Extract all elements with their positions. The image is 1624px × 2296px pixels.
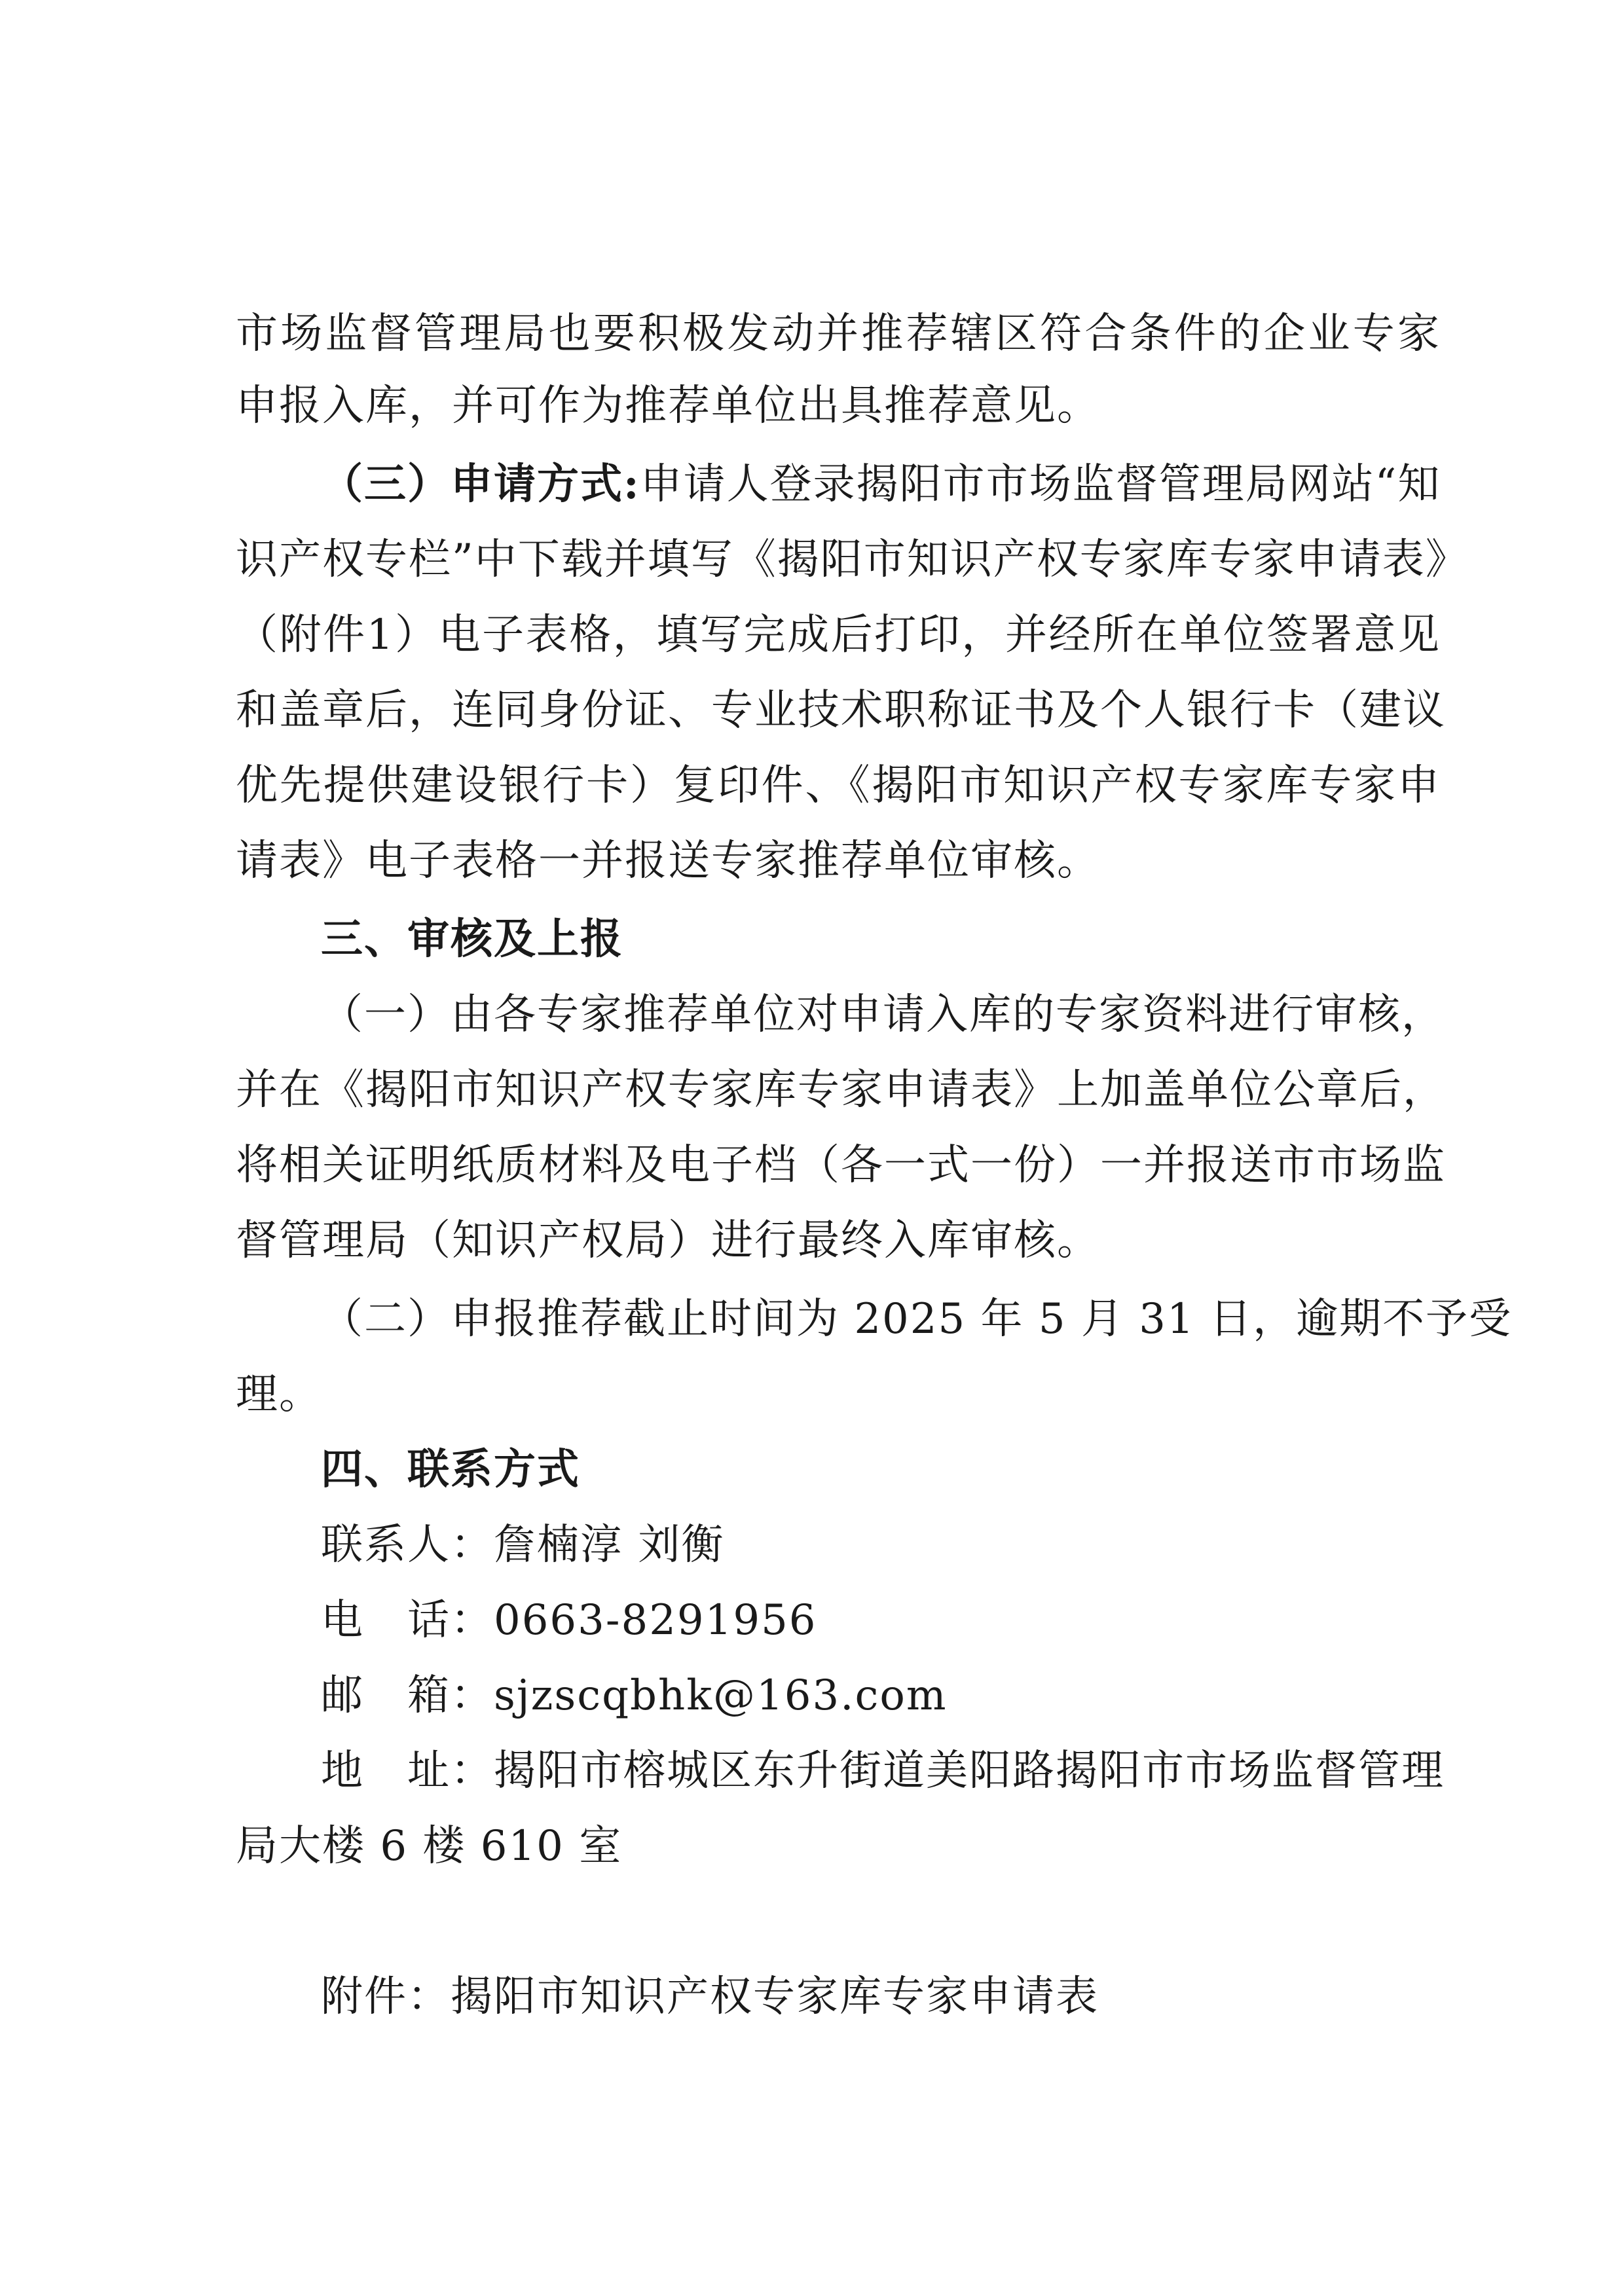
- attachment-note: 附件：揭阳市知识产权专家库专家申请表: [321, 1973, 1099, 2021]
- paragraph-line: 并在《揭阳市知识产权专家库专家申请表》上加盖单位公章后，: [236, 1066, 1446, 1114]
- contact-phone: 电 话：0663-8291956: [321, 1596, 817, 1645]
- paragraph-line: 申报入库，并可作为推荐单位出具推荐意见。: [236, 382, 1100, 430]
- paragraph-line: （附件1）电子表格，填写完成后打印，并经所在单位签署意见: [236, 611, 1441, 659]
- contact-address: 地 址：揭阳市榕城区东升街道美阳路揭阳市市场监督管理: [321, 1747, 1445, 1795]
- section-heading: 四、联系方式: [321, 1445, 580, 1494]
- paragraph-line: 优先提供建设银行卡）复印件、《揭阳市知识产权专家库专家申: [236, 761, 1441, 810]
- section-heading: 三、审核及上报: [321, 915, 623, 964]
- paragraph-text: 申请人登录揭阳市市场监督管理局网站“知: [640, 460, 1441, 509]
- subsection-heading: （三）申请方式:: [321, 460, 640, 509]
- paragraph-line: 将相关证明纸质材料及电子档（各一式一份）一并报送市市场监: [236, 1141, 1446, 1190]
- paragraph-line: 督管理局（知识产权局）进行最终入库审核。: [236, 1216, 1100, 1265]
- contact-email: 邮 箱：sjzscqbhk@163.com: [321, 1671, 948, 1720]
- paragraph-line: 理。: [236, 1370, 322, 1419]
- paragraph-line: （一）由各专家推荐单位对申请入库的专家资料进行审核，: [321, 991, 1445, 1039]
- paragraph-line: [321, 458, 1441, 511]
- contact-person: 联系人：詹楠淳 刘衡: [321, 1521, 725, 1569]
- paragraph-line: 识产权专栏”中下载并填写《揭阳市知识产权专家库专家申请表》: [236, 536, 1469, 584]
- paragraph-line: 市场监督管理局也要积极发动并推荐辖区符合条件的企业专家: [236, 310, 1441, 358]
- paragraph-line: 请表》电子表格一并报送专家推荐单位审核。: [236, 837, 1100, 885]
- paragraph-line: （二）申报推荐截止时间为 2025 年 5 月 31 日，逾期不予受: [321, 1295, 1513, 1343]
- contact-address-cont: 局大楼 6 楼 610 室: [236, 1822, 623, 1870]
- paragraph-line: 和盖章后，连同身份证、专业技术职称证书及个人银行卡（建议: [236, 686, 1446, 735]
